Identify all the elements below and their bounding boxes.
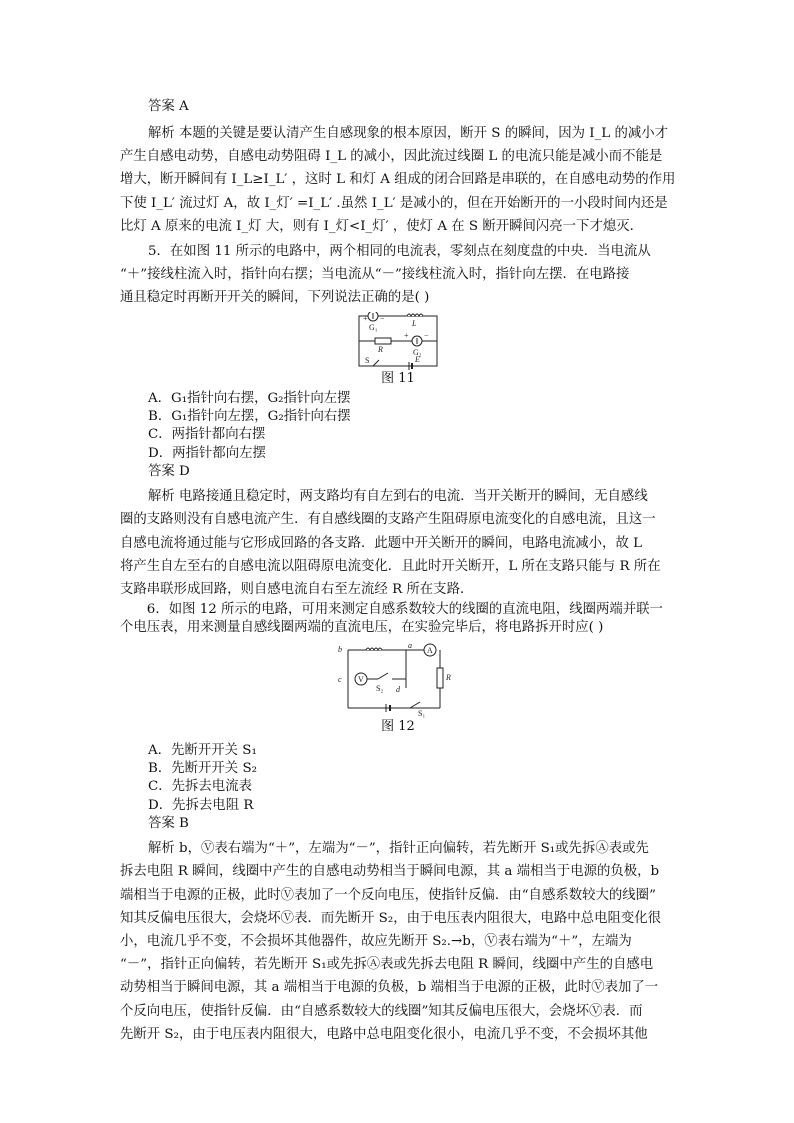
- q6-stem-line: 6．如图 12 所示的电路，可用来测定自感系数较大的线圈的直流电阻，线圈两端并联一: [146, 602, 663, 618]
- switch-s1-icon: [410, 702, 420, 708]
- figure-11-circuit: [353, 312, 443, 370]
- g2-minus-label: −: [424, 330, 429, 340]
- switch-s1-label: S₁: [418, 708, 426, 718]
- figure-12-caption: 图 12: [381, 718, 415, 734]
- q4-explanation-line: 下使 I_L′ 流过灯 A，故 I_灯′ =I_L′ .虽然 I_L′ 是减小的，但在开始断开的一小段时间内还是: [120, 195, 668, 211]
- q5-option-b: B．G₁指针向左摆，G₂指针向右摆: [148, 408, 351, 424]
- q6-explanation-line: 个反向电压，使指针反偏．由“自感系数较大的线圈”知其反偏电压很大，会烧坏Ⓥ表．而: [120, 1003, 643, 1019]
- q5-option-a: A．G₁指针向右摆，G₂指针向左摆: [148, 390, 351, 406]
- q4-explanation: [120, 122, 676, 238]
- figure-12-circuit: [336, 642, 460, 718]
- g2-label: G₂: [413, 347, 422, 357]
- q5-explanation-line: 自感电流将通过能与它形成回路的各支路．此题中开关断开的瞬间，电路电流减小，故 L: [120, 535, 642, 551]
- q4-explanation-line: 比灯 A 原来的电流 I_灯 大，则有 I_灯<I_灯′ ，使灯 A 在 S 断开瞬间闪亮一下才熄灭．: [120, 218, 644, 234]
- q5-options: [120, 390, 676, 463]
- voltmeter-label: V: [358, 674, 364, 684]
- q5-explanation-line: 解析 电路接通且稳定时，两支路均有自左到右的电流．当开关断开的瞬间，无自感线: [148, 489, 648, 505]
- q4-explanation-line: 解析 本题的关键是要认清产生自感现象的根本原因，断开 S 的瞬间，因为 I_L 的减小才: [148, 126, 669, 141]
- resistor-label: R: [378, 344, 383, 354]
- q4-explanation-line: 增大，断开瞬间有 I_L≥I_L′ ，这时 L 和灯 A 组成的闭合回路是串联的，在自感电动势的作用: [120, 172, 676, 188]
- q6-option-d: D．先拆去电阻 R: [148, 797, 254, 813]
- q6-answer: 答案 B: [148, 815, 189, 831]
- q5-option-d: D．两指针都向左摆: [148, 445, 266, 461]
- q5-explanation-line: 圈的支路则没有自感电流产生．有自感线圈的支路产生阻碍原电流变化的自感电流，且这一: [120, 512, 656, 528]
- resistor-r-icon: [437, 668, 443, 688]
- q5-explanation-line: 将产生自左至右的自感电流以阻碍原电流变化．且此时开关断开，L 所在支路只能与 R 所在: [120, 558, 661, 574]
- figure-11-caption: 图 11: [381, 370, 415, 386]
- g2-plus-label: +: [404, 330, 409, 340]
- switch-s2-label: S₂: [376, 683, 384, 693]
- q5-option-c: C．两指针都向右摆: [148, 427, 266, 443]
- battery-label: E: [415, 354, 420, 364]
- q6-explanation-line: 拆去电阻 R 瞬间，线圈中产生的自感电动势相当于瞬间电源，其 a 端相当于电源的负极，b: [120, 864, 660, 880]
- q5-stem-line: 通且稳定时再断开开关的瞬间，下列说法正确的是( ): [120, 290, 430, 306]
- node-c-label: c: [338, 674, 342, 684]
- ammeter-label: A: [427, 645, 433, 655]
- node-b-label: b: [338, 644, 342, 654]
- q6-explanation-line: 知其反偏电压很大，会烧坏Ⓥ表．而先断开 S₂，由于电压表内阻很大，电路中总电阻变化很: [120, 910, 662, 926]
- q6-explanation-line: 解析 b，Ⓥ表右端为“＋”，左端为“－”，指针正向偏转，若先断开 S₁或先拆Ⓐ表或先: [148, 841, 649, 857]
- g1-label: G₁: [369, 322, 378, 332]
- q6-explanation-line: “－”，指针正向偏转，若先断开 S₁或先拆Ⓐ表或先拆去电阻 R 瞬间，线圈中产生的自感电: [120, 957, 654, 973]
- q5-stem: [120, 240, 676, 310]
- g1-plus-label: +: [363, 313, 368, 323]
- q6-explanation-line: 小，电流几乎不变，不会损坏其他器件，故应先断开 S₂.→b，Ⓥ表右端为“＋”，左端为: [120, 934, 632, 950]
- q5-explanation-line: 支路串联形成回路，则自感电流自右至左流经 R 所在支路．: [120, 581, 474, 597]
- resistor-r-label: R: [446, 672, 451, 682]
- g1-minus-label: −: [380, 313, 385, 323]
- document-page: [120, 96, 676, 1046]
- q6-explanation: [120, 837, 676, 1046]
- switch-s2-icon: [378, 673, 388, 679]
- q6-explanation-line: 动势相当于瞬间电源，其 a 端相当于电源的负极，b 端相当于电源的正极，此时Ⓥ表加了一: [120, 980, 659, 996]
- switch-s-icon: [373, 360, 379, 366]
- coil-icon: [366, 648, 382, 650]
- q5-answer: 答案 D: [148, 463, 190, 479]
- q5-stem-line: 5．在如图 11 所示的电路中，两个相同的电流表，零刻点在刻度盘的中央．当电流从: [148, 244, 651, 260]
- node-a-label: a: [408, 641, 412, 650]
- q4-answer: 答案 A: [148, 99, 189, 114]
- q6-option-c: C．先拆去电流表: [148, 779, 252, 795]
- q6-options: [120, 742, 676, 815]
- q6-option-a: A．先断开开关 S₁: [148, 742, 257, 758]
- q4-explanation-line: 产生自感电动势，自感电动势阻碍 I_L 的减小，因此流过线圈 L 的电流只能是减小而不能是: [120, 149, 663, 165]
- q6-stem: [120, 601, 676, 638]
- inductor-icon: [407, 314, 423, 316]
- q6-stem-line: 个电压表，用来测量自感线圈两端的直流电压，在实验完毕后，将电路拆开时应( ): [120, 620, 604, 636]
- q6-option-b: B．先断开开关 S₂: [148, 761, 257, 777]
- q5-stem-line: “＋”接线柱流入时，指针向右摆；当电流从“－”接线柱流入时，指针向左摆．在电路接: [120, 267, 630, 283]
- switch-label: S: [365, 355, 370, 365]
- resistor-r-icon: [375, 338, 391, 344]
- q6-explanation-line: 先断开 S₂，由于电压表内阻很大，电路中总电阻变化很小，电流几乎不变，不会损坏其他: [120, 1026, 648, 1042]
- q5-explanation: [120, 485, 676, 601]
- q6-explanation-line: 端相当于电源的正极，此时Ⓥ表加了一个反向电压，使指针反偏．由“自感系数较大的线圈”: [120, 887, 656, 903]
- inductor-label: L: [412, 318, 417, 328]
- node-d-label: d: [396, 684, 400, 694]
